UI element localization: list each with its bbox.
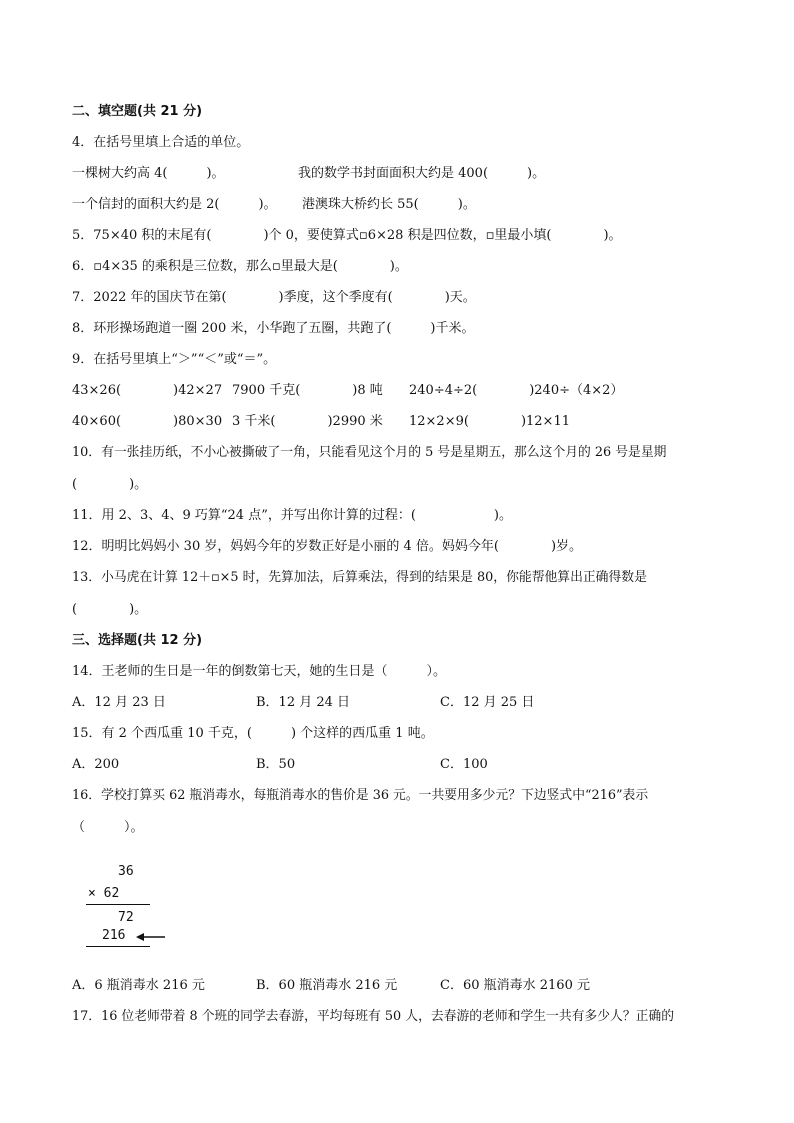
q16-option-a[interactable]: A．6 瓶消毒水 216 元 xyxy=(72,978,205,993)
q4-b: 我的数学书封面面积大约是 400( )。 xyxy=(298,166,546,181)
q16-line1: 16．学校打算买 62 瓶消毒水，每瓶消毒水的售价是 36 元。一共要用多少元？下边竖式中“216”表示 xyxy=(72,788,649,803)
q4-d: 港澳珠大桥约长 55( )。 xyxy=(302,197,476,212)
q9-stem: 9．在括号里填上“＞”“＜”或“＝”。 xyxy=(72,352,277,367)
q9-r1-c1: 43×26( )42×27 xyxy=(72,383,223,398)
vm-partial-2: 216 xyxy=(102,928,126,943)
q15-stem: 15．有 2 个西瓜重 10 千克，( ) 个这样的西瓜重 1 吨。 xyxy=(72,726,434,741)
q9-r2-c2: 3 千米( )2990 米 xyxy=(232,414,383,429)
q9-r1-c3: 240÷4÷2( )240÷（4×2） xyxy=(409,383,624,398)
q6: 6．▫4×35 的乘积是三位数，那么▫里最大是( )。 xyxy=(72,259,408,274)
vm-top: 36 xyxy=(118,864,134,879)
vm-rule-1 xyxy=(86,904,150,905)
q14-option-b[interactable]: B．12 月 24 日 xyxy=(256,695,351,710)
q15-option-a[interactable]: A．200 xyxy=(72,757,120,772)
vm-rule-2 xyxy=(86,946,150,947)
q10-line2: ( )。 xyxy=(72,477,148,492)
q10-line1: 10．有一张挂历纸，不小心被撕破了一角，只能看见这个月的 5 号是星期五，那么这个月的 26 号是星期 xyxy=(72,445,667,460)
q7: 7．2022 年的国庆节在第( )季度，这个季度有( )天。 xyxy=(72,290,476,305)
q4-stem: 4．在括号里填上合适的单位。 xyxy=(72,135,250,150)
q16-line2: （ ）。 xyxy=(72,820,144,835)
q12: 12．明明比妈妈小 30 岁，妈妈今年的岁数正好是小丽的 4 倍。妈妈今年( )岁。 xyxy=(72,539,583,554)
q9-r2-c1: 40×60( )80×30 xyxy=(72,414,223,429)
q13-line1: 13．小马虎在计算 12＋▫×5 时，先算加法，后算乘法，得到的结果是 80，你能帮他算出正确得数是 xyxy=(72,570,647,585)
q17: 17．16 位老师带着 8 个班的同学去春游，平均每班有 50 人，去春游的老师和学生一共有多少人？正确的 xyxy=(72,1009,675,1024)
section-fill-title: 二、填空题(共 21 分) xyxy=(72,104,203,119)
q4-c: 一个信封的面积大约是 2( )。 xyxy=(72,197,277,212)
q14-stem: 14．王老师的生日是一年的倒数第七天，她的生日是（ ）。 xyxy=(72,664,447,679)
q16-option-b[interactable]: B．60 瓶消毒水 216 元 xyxy=(256,978,398,993)
q8: 8．环形操场跑道一圈 200 米，小华跑了五圈，共跑了( )千米。 xyxy=(72,321,475,336)
q15-option-b[interactable]: B．50 xyxy=(256,757,296,772)
arrow-left-icon xyxy=(136,931,166,943)
q16-option-c[interactable]: C．60 瓶消毒水 2160 元 xyxy=(440,978,590,993)
vm-partial-1: 72 xyxy=(118,910,134,925)
q5: 5．75×40 积的末尾有( )个 0，要使算式▫6×28 积是四位数，▫里最小填( )。 xyxy=(72,228,622,243)
q4-a: 一棵树大约高 4( )。 xyxy=(72,166,225,181)
q14-option-c[interactable]: C．12 月 25 日 xyxy=(440,695,535,710)
q13-line2: ( )。 xyxy=(72,602,148,617)
q9-r1-c2: 7900 千克( )8 吨 xyxy=(232,383,383,398)
vm-multiplier: × 62 xyxy=(88,886,120,901)
q14-option-a[interactable]: A．12 月 23 日 xyxy=(72,695,166,710)
q11: 11．用 2、3、4、9 巧算“24 点”，并写出你计算的过程：( )。 xyxy=(72,508,513,523)
section-choice-title: 三、选择题(共 12 分) xyxy=(72,633,203,648)
q15-option-c[interactable]: C．100 xyxy=(440,757,488,772)
q9-r2-c3: 12×2×9( )12×11 xyxy=(409,414,570,429)
